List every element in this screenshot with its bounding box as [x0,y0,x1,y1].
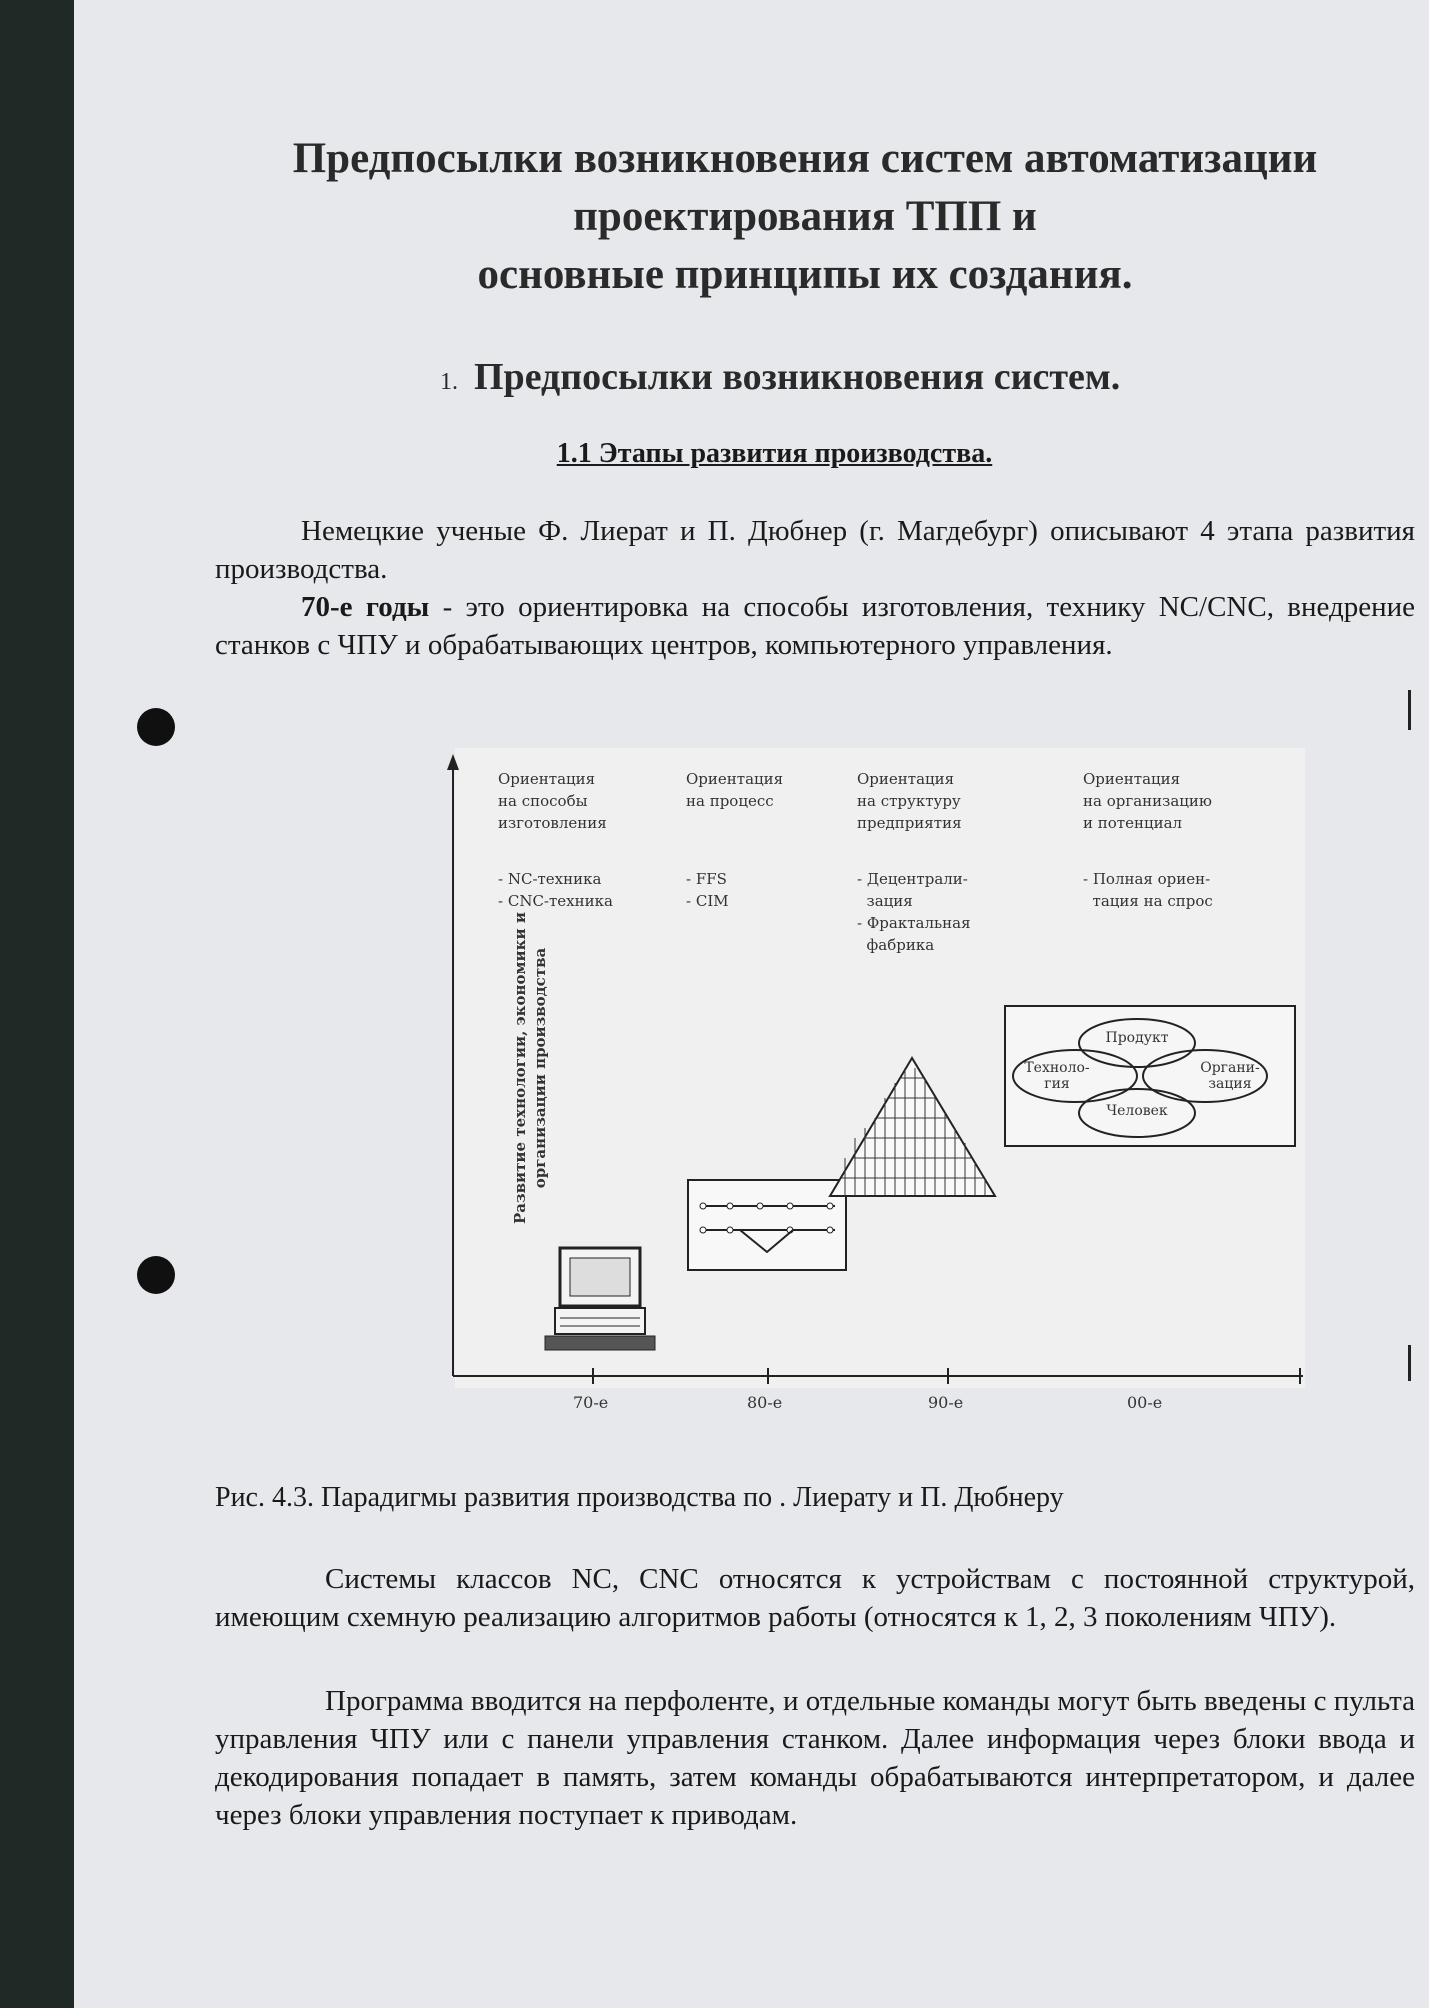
venn-label-human: Человек [1106,1103,1168,1119]
paragraph-4-text: Программа вводится на перфоленте, и отдельные команды могут быть введены с пульта управления ЧПУ или с панели управления станком. Далее информация через блоки ввода и декодирования попадает в память, затем команды обрабатываются интерпретатором, и далее через блоки управления поступает к приводам. [215,1685,1415,1831]
venn-label-organization: Органи- зация [1200,1060,1260,1092]
computer-icon [545,1248,655,1350]
page-title [180,130,1429,304]
paragraph-4 [215,1682,1415,1834]
binding-strip [0,0,74,2008]
orientation-00: Ориентация на организацию и потенциал [1083,770,1212,832]
y-axis-label-line-1: Развитие технологии, экономики и [511,912,529,1224]
figure-caption: Рис. 4.3. Парадигмы развития производства по . Лиерату и П. Дюбнеру [215,1482,1064,1513]
paragraph-2 [215,588,1415,664]
paragraph-3-text: Системы классов NC, CNC относятся к устройствам с постоянной структурой, имеющим схемную реализацию алгоритмов работы (относятся к 1, 2, 3 поколениям ЧПУ). [215,1563,1415,1633]
paragraph-1-text: Немецкие ученые Ф. Лиерат и П. Дюбнер (г. Магдебург) описывают 4 этапа развития производства. [215,515,1415,585]
items-80: - FFS - CIM [686,870,729,910]
punch-hole-bottom [137,1256,175,1294]
paragraph-2-bold: 70-е годы [301,591,430,623]
x-label-80: 80-е [747,1393,783,1412]
pyramid-diagram [830,1058,995,1196]
y-axis-label [510,878,550,1258]
items-00: - Полная ориен- тация на спрос [1083,870,1213,910]
section-heading-1 [440,355,1120,399]
title-line-2: проектирования ТПП и [573,193,1037,240]
title-line-1: Предпосылки возникновения систем автоматизации [292,135,1318,182]
items-90: - Децентрали- зация - Фрактальная фабрика [857,870,971,954]
paragraph-1 [215,512,1415,588]
venn-label-product: Продукт [1105,1030,1169,1046]
section-title: Предпосылки возникновения систем. [474,356,1121,398]
section-number: 1. [440,369,458,395]
paragraph-3 [215,1560,1415,1636]
margin-mark-top [1408,690,1411,730]
x-label-70: 70-е [573,1393,609,1412]
title-line-3: основные принципы их создания. [477,251,1133,298]
x-label-90: 90-е [928,1393,964,1412]
orientation-80: Ориентация на процесс [686,770,784,810]
paragraph-2-text: - это ориентировка на способы изготовления, технику NC/CNC, внедрение станков с ЧПУ и обрабатывающих центров, компьютерного управления. [215,591,1416,661]
subsection-heading-1-1: 1.1 Этапы развития производства. [556,438,993,469]
process-diagram [688,1180,846,1270]
y-axis-label-line-2: организации производства [531,947,549,1189]
y-axis-arrow [447,754,459,770]
punch-hole-top [137,708,175,746]
orientation-70: Ориентация на способы изготовления [498,770,607,832]
items-70: - NC-техника - CNC-техника [498,870,613,910]
figure-paradigms [375,748,1305,1412]
margin-mark-bottom [1408,1345,1411,1381]
venn-label-technology: Техноло- гия [1024,1060,1090,1092]
x-label-00: 00-е [1127,1393,1163,1412]
orientation-90: Ориентация на структуру предприятия [857,770,962,832]
